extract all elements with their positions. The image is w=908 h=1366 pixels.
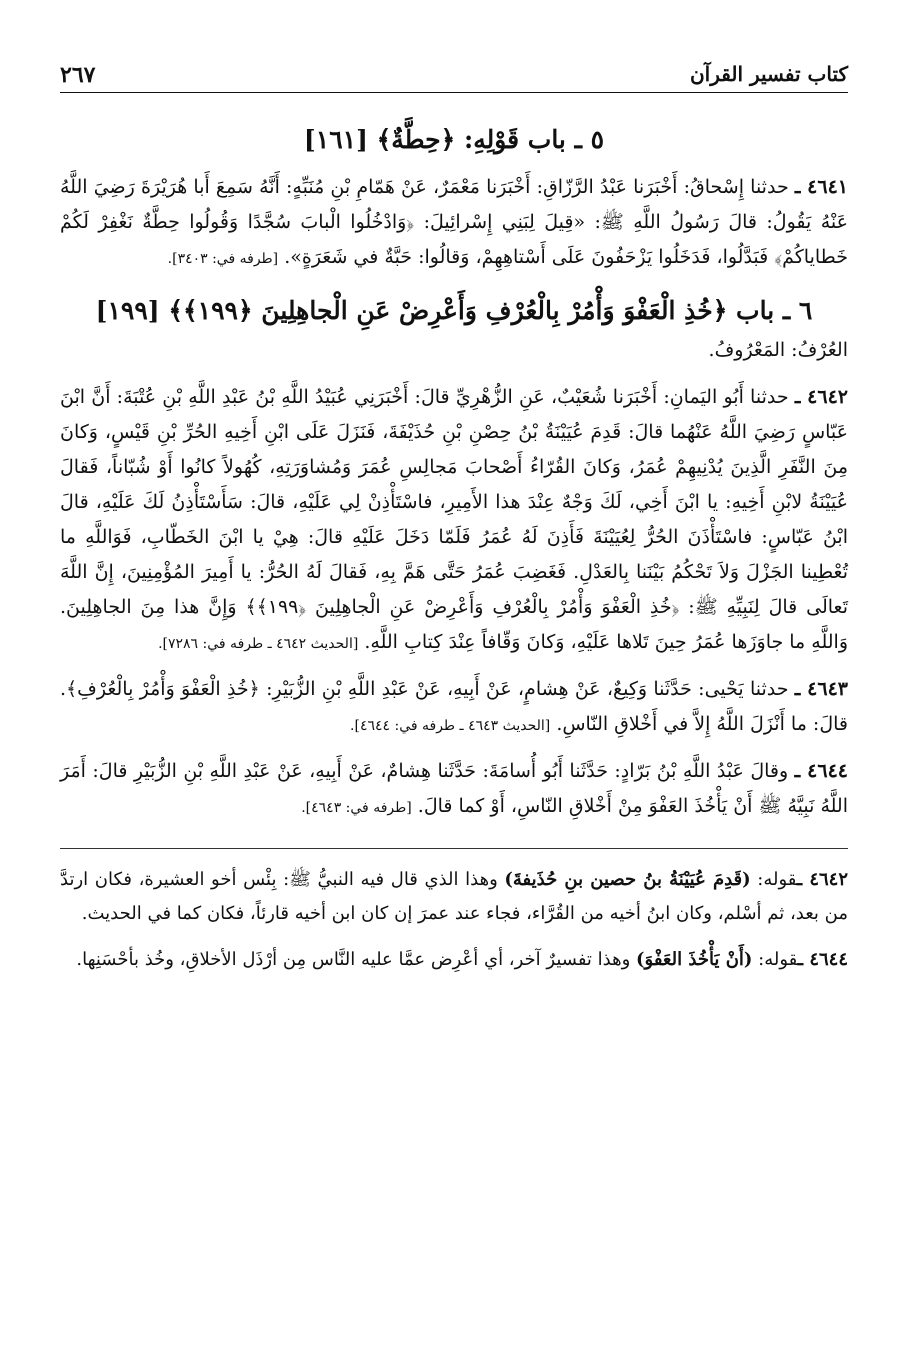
hadith-4642 xyxy=(60,380,848,662)
page-content xyxy=(60,110,848,989)
hadith-4643 xyxy=(60,672,848,744)
hadith-text: وقالَ عَبْدُ اللَّهِ بْنُ بَرّادٍ: حَدَّثَنا أَبُو أُسامَةَ: حَدَّثَنا هِشامٌ، عَنْ أَبِيهِ، عَنْ عَبْدِ اللَّهِ بْنِ الزُّبَيْرِ قالَ: أَمَرَ اللَّهُ نَبِيَّهُ ﷺ أَنْ يَأْخُذَ العَفْوَ مِنْ أَخْلاقِ النّاسِ، أَوْ كما قالَ. xyxy=(60,760,848,817)
hadith-number: ٤٦٤١ ـ xyxy=(794,176,848,198)
commentary-quote: (أَنْ يَأْخُذَ العَفْوَ) xyxy=(636,949,753,970)
commentary-number: ٤٦٤٢ ـ xyxy=(796,869,849,890)
hadith-source: [طرفه في: ٤٦٤٣]. xyxy=(301,800,412,816)
commentary-text: وهذا الذي قال فيه النبيُّ ﷺ: بِئْس أخو العشيرة، فكان ارتدَّ من بعد، ثم أسْلم، وكان ابنُ أخيه من القُرَّاء، فجاء عند عمرَ إن كان ابن أخيه قارئاً، فكان كما في الحديث. xyxy=(60,869,848,924)
commentary-quote: (قَدِمَ عُيَيْنَةُ بنُ حصين بنِ حُذَيفةَ) xyxy=(504,869,751,890)
commentary-intro: قوله: xyxy=(752,949,798,970)
hadith-text: حدثنا إِسْحاقُ: أَخْبَرَنا عَبْدُ الرَّزّاقِ: أَخْبَرَنا مَعْمَرٌ، عَنْ هَمّامِ بْنِ مُنَبِّهٍ: أَنَّهُ سَمِعَ أَبا هُرَيْرَةَ رَضِيَ اللَّهُ عَنْهُ يَقُولُ: قالَ رَسُولُ اللَّهِ ﷺ: «قِيلَ لِبَنِي إِسْرائِيلَ: ﴿وَادْخُلُوا الْبابَ سُجَّدًا وَقُولُوا حِطَّةٌ نَغْفِرْ لَكُمْ خَطاياكُمْ﴾ فَبَدَّلُوا، فَدَخَلُوا يَزْحَفُونَ عَلَى أَسْتاهِهِمْ، وَقالُوا: حَبَّةٌ في شَعَرَةٍ». xyxy=(60,176,848,268)
commentary-divider xyxy=(60,848,848,849)
hadith-text: حدثنا يَحْيى: حَدَّثَنا وَكِيعٌ، عَنْ هِشامٍ، عَنْ أَبِيهِ، عَنْ عَبْدِ اللَّهِ بْنِ الزُّبَيْرِ: ﴿خُذِ الْعَفْوَ وَأْمُرْ بِالْعُرْفِ﴾. قالَ: ما أَنْزَلَ اللَّهُ إِلاَّ في أَخْلاقِ النّاسِ. xyxy=(60,678,848,735)
commentary-4644 xyxy=(60,943,848,977)
definition: العُرْفُ: المَعْرُوفُ. xyxy=(708,339,848,361)
page-number: ٢٦٧ xyxy=(60,62,96,88)
commentary-intro: قوله: xyxy=(750,869,797,890)
book-title: كتاب تفسير القرآن xyxy=(689,62,848,86)
hadith-number: ٤٦٤٣ ـ xyxy=(794,678,848,700)
hadith-4641 xyxy=(60,170,848,277)
hadith-number: ٤٦٤٤ ـ xyxy=(794,760,848,782)
hadith-source: [الحديث ٤٦٤٢ ـ طرفه في: ٧٢٨٦]. xyxy=(158,636,359,652)
hadith-source: [الحديث ٤٦٤٣ ـ طرفه في: ٤٦٤٤]. xyxy=(350,718,551,734)
commentary-text: وهذا تفسيرٌ آخر، أي أعْرِض عمَّا عليه النَّاس مِن أرْذَل الأخلاقِ، وخُذ بأحْسَنِها. xyxy=(76,949,637,970)
commentary-number: ٤٦٤٤ ـ xyxy=(797,949,848,970)
commentary-4642 xyxy=(60,863,848,931)
hadith-4644 xyxy=(60,754,848,826)
page-header xyxy=(60,62,848,93)
chapter-heading-5: ٥ ـ باب قَوْلِهِ: ﴿حِطَّةٌ﴾ [١٦١] xyxy=(303,125,605,154)
chapter-heading-6: ٦ ـ باب ﴿خُذِ الْعَفْوَ وَأْمُرْ بِالْعُرْفِ وَأَعْرِضْ عَنِ الْجاهِلِينَ ﴿١٩٩﴾﴾ [١٩٩] xyxy=(95,296,813,325)
hadith-source: [طرفه في: ٣٤٠٣]. xyxy=(167,251,279,267)
hadith-number: ٤٦٤٢ ـ xyxy=(794,386,848,408)
hadith-text: حدثنا أَبُو اليَمانِ: أَخْبَرَنا شُعَيْبٌ، عَنِ الزُّهْرِيِّ قالَ: أَخْبَرَنِي عُبَيْدُ اللَّهِ بْنُ عَبْدِ اللَّهِ بْنِ عُتْبَةَ: أَنَّ ابْنَ عَبّاسٍ رَضِيَ اللَّهُ عَنْهُما قالَ: قَدِمَ عُيَيْنَةُ بْنُ حِصْنِ بْنِ حُذَيْفَةَ، فَنَزَلَ عَلَى ابْنِ أَخِيهِ الحُرِّ بْنِ قَيْسٍ، وَكانَ مِنَ النَّفَرِ الَّذِينَ يُدْنِيهِمْ عُمَرُ، وَكانَ القُرّاءُ أَصْحابَ مَجالِسِ عُمَرَ وَمُشاوَرَتِهِ، كُهُولاً كانُوا أَوْ شُبّاناً، فَقالَ عُيَيْنَةُ لابْنِ أَخِيهِ: يا ابْنَ أَخِي، لَكَ وَجْهٌ عِنْدَ هذا الأَمِيرِ، فاسْتَأْذِنْ لِي عَلَيْهِ، قالَ: سَأَسْتَأْذِنُ لَكَ عَلَيْهِ، قالَ ابْنُ عَبّاسٍ: فاسْتَأْذَنَ الحُرُّ لِعُيَيْنَةَ فَأَذِنَ لَهُ عُمَرُ فَلَمّا دَخَلَ عَلَيْهِ قالَ: هِيْ يا ابْنَ الخَطّابِ، فَوَاللَّهِ ما تُعْطِينا الجَزْلَ وَلاَ تَحْكُمُ بَيْنَنا بِالعَدْلِ. فَغَضِبَ عُمَرُ حَتَّى هَمَّ بِهِ، فَقالَ لَهُ الحُرُّ: يا أَمِيرَ المُؤْمِنِينَ، إِنَّ اللَّهَ تَعالَى قالَ لِنَبِيِّهِ ﷺ: ﴿خُذِ الْعَفْوَ وَأْمُرْ بِالْعُرْفِ وَأَعْرِضْ عَنِ الْجاهِلِينَ ﴿١٩٩﴾﴾ وَإِنَّ هذا مِنَ الجاهِلِينَ. وَاللَّهِ ما جاوَزَها عُمَرُ حِينَ تَلاها عَلَيْهِ، وَكانَ وَقّافاً عِنْدَ كِتابِ اللَّهِ. xyxy=(60,386,848,653)
